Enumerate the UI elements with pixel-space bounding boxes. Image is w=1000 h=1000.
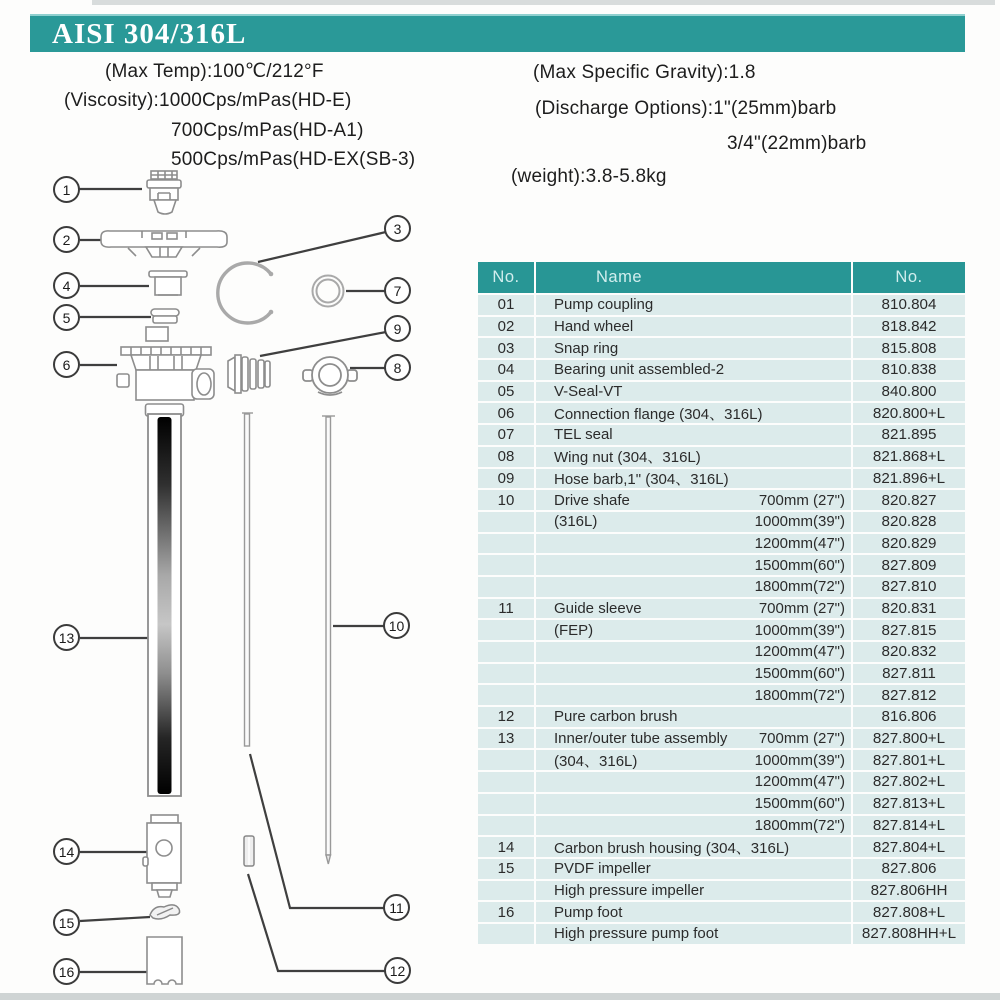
spec-weight: (weight):3.8-5.8kg	[511, 166, 667, 187]
table-row	[478, 837, 965, 857]
cell-item-name	[536, 729, 851, 749]
part-drive-shaft	[322, 416, 335, 864]
cell-part-code: 815.808	[853, 338, 965, 358]
part-guide-sleeve	[242, 413, 253, 746]
cell-item-no: 09	[478, 469, 534, 489]
part-name: Drive shafe	[554, 491, 630, 509]
table-row	[478, 469, 965, 489]
part-hand-wheel	[101, 231, 227, 257]
cell-part-code: 820.831	[853, 599, 965, 619]
part-size: 1200mm(47")	[754, 643, 845, 661]
cell-item-no: 04	[478, 360, 534, 380]
part-name: (304、316L)	[554, 752, 638, 770]
header-no: No.	[478, 262, 534, 293]
table-row	[478, 620, 965, 640]
cell-item-no	[478, 534, 534, 554]
cell-item-name	[536, 924, 851, 944]
part-name: Wing nut (304、316L)	[554, 449, 701, 467]
cell-part-code: 827.801+L	[853, 750, 965, 770]
callout-snap-ring	[384, 215, 411, 242]
callout-label: 5	[62, 309, 71, 326]
cell-part-code: 818.842	[853, 317, 965, 337]
callout-connection-flange	[53, 351, 80, 378]
part-inner-outer-tube-assembly	[146, 404, 184, 796]
cell-part-code: 827.810	[853, 577, 965, 597]
cell-item-no: 01	[478, 295, 534, 315]
callout-label: 2	[62, 231, 71, 248]
part-name: Pump coupling	[554, 296, 654, 314]
part-pump-foot	[147, 937, 182, 984]
cell-item-no: 02	[478, 317, 534, 337]
cell-part-code: 827.806	[853, 859, 965, 879]
cell-part-code: 810.838	[853, 360, 965, 380]
part-name: (316L)	[554, 513, 598, 531]
table-row	[478, 447, 965, 467]
part-name: Bearing unit assembled-2	[554, 361, 725, 379]
table-row	[478, 360, 965, 380]
spec-discharge-options: (Discharge Options):1"(25mm)barb	[535, 98, 837, 119]
cell-item-no: 06	[478, 403, 534, 423]
callout-inner-outer-tube	[53, 624, 80, 651]
cell-item-name	[536, 317, 851, 337]
parts-table	[478, 262, 965, 946]
callout-label: 10	[388, 617, 405, 634]
cell-item-no	[478, 750, 534, 770]
table-row	[478, 881, 965, 901]
table-row	[478, 924, 965, 944]
cell-item-name	[536, 512, 851, 532]
cell-item-no	[478, 881, 534, 901]
part-name: Pump foot	[554, 903, 623, 921]
cell-part-code: 810.804	[853, 295, 965, 315]
callout-label: 15	[58, 914, 75, 931]
cell-item-no	[478, 555, 534, 575]
cell-item-no	[478, 664, 534, 684]
part-size: 1500mm(60")	[754, 665, 845, 683]
cell-item-name	[536, 534, 851, 554]
part-size: 1000mm(39")	[754, 621, 845, 639]
callout-label: 6	[62, 356, 71, 373]
callout-drive-shaft	[383, 612, 410, 639]
part-name: Connection flange (304、316L)	[554, 405, 763, 423]
table-row	[478, 794, 965, 814]
table-row	[478, 685, 965, 705]
leader-lines	[79, 189, 386, 972]
part-size: 700mm (27")	[758, 730, 845, 748]
part-size: 1500mm(60")	[754, 556, 845, 574]
cell-item-name	[536, 599, 851, 619]
title-bar	[30, 14, 965, 52]
cell-item-no	[478, 685, 534, 705]
table-row	[478, 707, 965, 727]
table-row	[478, 403, 965, 423]
part-size: 1200mm(47")	[754, 773, 845, 791]
cell-part-code: 821.896+L	[853, 469, 965, 489]
part-pure-carbon-brush	[244, 836, 254, 866]
cell-part-code: 820.829	[853, 534, 965, 554]
cell-item-name	[536, 750, 851, 770]
cell-part-code: 827.800+L	[853, 729, 965, 749]
spec-max-temp: (Max Temp):100℃/212°F	[105, 61, 324, 82]
part-v-seal	[151, 309, 179, 323]
cell-item-name	[536, 382, 851, 402]
part-name: Pure carbon brush	[554, 708, 678, 726]
cell-part-code: 820.832	[853, 642, 965, 662]
table-row	[478, 642, 965, 662]
cell-item-name	[536, 338, 851, 358]
callout-label: 14	[58, 843, 75, 860]
callout-bearing-unit	[53, 272, 80, 299]
part-connection-flange	[117, 327, 214, 400]
spec-viscosity: (Viscosity):1000Cps/mPas(HD-E)	[64, 90, 352, 111]
table-row	[478, 859, 965, 879]
cell-item-no: 15	[478, 859, 534, 879]
cell-item-name	[536, 859, 851, 879]
part-name: Carbon brush housing (304、316L)	[554, 839, 790, 857]
cell-item-name	[536, 295, 851, 315]
table-row	[478, 555, 965, 575]
table-row	[478, 534, 965, 554]
table-row	[478, 772, 965, 792]
cell-item-name	[536, 490, 851, 510]
cell-part-code: 821.895	[853, 425, 965, 445]
cell-item-no: 14	[478, 837, 534, 857]
table-row	[478, 816, 965, 836]
callout-hand-wheel	[53, 226, 80, 253]
cell-item-name	[536, 816, 851, 836]
cell-part-code: 827.814+L	[853, 816, 965, 836]
callout-guide-sleeve	[383, 894, 410, 921]
cell-part-code: 840.800	[853, 382, 965, 402]
cell-item-name	[536, 425, 851, 445]
part-name: V-Seal-VT	[554, 383, 623, 401]
part-wing-nut	[303, 357, 357, 395]
scan-edge-top	[92, 0, 995, 5]
cell-item-name	[536, 772, 851, 792]
callout-label: 9	[393, 320, 402, 337]
cell-item-no: 11	[478, 599, 534, 619]
part-size: 1200mm(47")	[754, 534, 845, 552]
part-name: (FEP)	[554, 621, 594, 639]
callout-carbon-brush-housing	[53, 838, 80, 865]
part-name: Inner/outer tube assembly	[554, 730, 728, 748]
cell-part-code: 827.815	[853, 620, 965, 640]
cell-part-code: 827.806HH	[853, 881, 965, 901]
cell-item-no: 10	[478, 490, 534, 510]
cell-item-no	[478, 620, 534, 640]
cell-item-name	[536, 707, 851, 727]
part-pvdf-impeller	[150, 905, 180, 919]
table-row	[478, 577, 965, 597]
header-name: Name	[536, 262, 851, 293]
cell-item-name	[536, 403, 851, 423]
cell-item-name	[536, 902, 851, 922]
spec-viscosity-2: 700Cps/mPas(HD-A1)	[171, 120, 364, 141]
scan-edge-bottom	[0, 993, 1000, 1000]
callout-pump-coupling	[53, 176, 80, 203]
table-row	[478, 902, 965, 922]
cell-part-code: 827.813+L	[853, 794, 965, 814]
cell-item-no: 16	[478, 902, 534, 922]
table-body	[478, 295, 965, 944]
cell-part-code: 827.802+L	[853, 772, 965, 792]
cell-part-code: 827.808HH+L	[853, 924, 965, 944]
part-name: Hose barb,1" (304、316L)	[554, 470, 729, 488]
callout-wing-nut	[384, 354, 411, 381]
cell-item-no: 05	[478, 382, 534, 402]
callout-label: 4	[62, 277, 71, 294]
part-size: 700mm (27")	[758, 599, 845, 617]
callout-label: 8	[393, 359, 402, 376]
cell-item-name	[536, 555, 851, 575]
table-row	[478, 512, 965, 532]
part-size: 1800mm(72")	[754, 578, 845, 596]
cell-item-name	[536, 837, 851, 857]
cell-item-name	[536, 881, 851, 901]
cell-item-name	[536, 360, 851, 380]
part-size: 1800mm(72")	[754, 816, 845, 834]
part-name: High pressure impeller	[554, 881, 705, 899]
callout-label: 3	[393, 220, 402, 237]
cell-item-no	[478, 577, 534, 597]
table-row	[478, 490, 965, 510]
cell-part-code: 816.806	[853, 707, 965, 727]
cell-item-name	[536, 620, 851, 640]
callout-label: 7	[393, 282, 402, 299]
cell-part-code: 827.809	[853, 555, 965, 575]
header-no-2: No.	[853, 262, 965, 293]
part-bearing-unit	[149, 271, 187, 295]
cell-item-no	[478, 816, 534, 836]
cell-item-name	[536, 794, 851, 814]
spec-discharge-options-2: 3/4"(22mm)barb	[727, 133, 867, 154]
cell-part-code: 827.811	[853, 664, 965, 684]
page-title: AISI 304/316L	[52, 18, 247, 50]
part-size: 700mm (27")	[758, 491, 845, 509]
cell-part-code: 820.828	[853, 512, 965, 532]
part-carbon-brush-housing	[143, 815, 181, 897]
part-name: PVDF impeller	[554, 860, 651, 878]
cell-item-no	[478, 772, 534, 792]
cell-item-name	[536, 577, 851, 597]
spec-max-specific-gravity: (Max Specific Gravity):1.8	[533, 62, 756, 83]
cell-item-name	[536, 685, 851, 705]
cell-part-code: 827.808+L	[853, 902, 965, 922]
table-row	[478, 729, 965, 749]
cell-item-name	[536, 642, 851, 662]
cell-part-code: 827.804+L	[853, 837, 965, 857]
part-name: Snap ring	[554, 339, 619, 357]
cell-part-code: 820.800+L	[853, 403, 965, 423]
callout-label: 11	[389, 899, 404, 916]
callout-pure-carbon-brush	[384, 957, 411, 984]
table-row	[478, 382, 965, 402]
cell-part-code: 820.827	[853, 490, 965, 510]
spec-viscosity-3: 500Cps/mPas(HD-EX(SB-3)	[171, 149, 416, 170]
part-size: 1000mm(39")	[754, 751, 845, 769]
part-tel-seal	[313, 276, 344, 307]
cell-part-code: 827.812	[853, 685, 965, 705]
cell-item-name	[536, 664, 851, 684]
table-header-row	[478, 262, 965, 293]
part-name: Hand wheel	[554, 318, 634, 336]
callout-pump-foot	[53, 958, 80, 985]
cell-item-no: 07	[478, 425, 534, 445]
cell-item-no: 03	[478, 338, 534, 358]
callout-label: 12	[389, 962, 406, 979]
table-row	[478, 295, 965, 315]
callout-pvdf-impeller	[53, 909, 80, 936]
table-row	[478, 317, 965, 337]
part-name: High pressure pump foot	[554, 925, 719, 943]
callout-v-seal	[53, 304, 80, 331]
cell-item-name	[536, 469, 851, 489]
part-size: 1000mm(39")	[754, 513, 845, 531]
cell-item-no: 13	[478, 729, 534, 749]
table-row	[478, 338, 965, 358]
cell-item-no: 08	[478, 447, 534, 467]
part-hose-barb	[228, 355, 270, 393]
part-name: TEL seal	[554, 426, 613, 444]
callout-label: 16	[58, 963, 75, 980]
part-name: Guide sleeve	[554, 599, 642, 617]
cell-item-no	[478, 924, 534, 944]
callout-label: 13	[58, 629, 75, 646]
cell-part-code: 821.868+L	[853, 447, 965, 467]
cell-item-no	[478, 512, 534, 532]
table-row	[478, 425, 965, 445]
part-size: 1800mm(72")	[754, 686, 845, 704]
callout-tel-seal	[384, 277, 411, 304]
table-row	[478, 599, 965, 619]
cell-item-no	[478, 642, 534, 662]
cell-item-no: 12	[478, 707, 534, 727]
table-row	[478, 664, 965, 684]
part-snap-ring	[218, 263, 274, 323]
part-pump-coupling	[147, 171, 181, 214]
cell-item-no	[478, 794, 534, 814]
part-size: 1500mm(60")	[754, 795, 845, 813]
table-row	[478, 750, 965, 770]
callout-label: 1	[62, 181, 71, 198]
callout-hose-barb	[384, 315, 411, 342]
cell-item-name	[536, 447, 851, 467]
